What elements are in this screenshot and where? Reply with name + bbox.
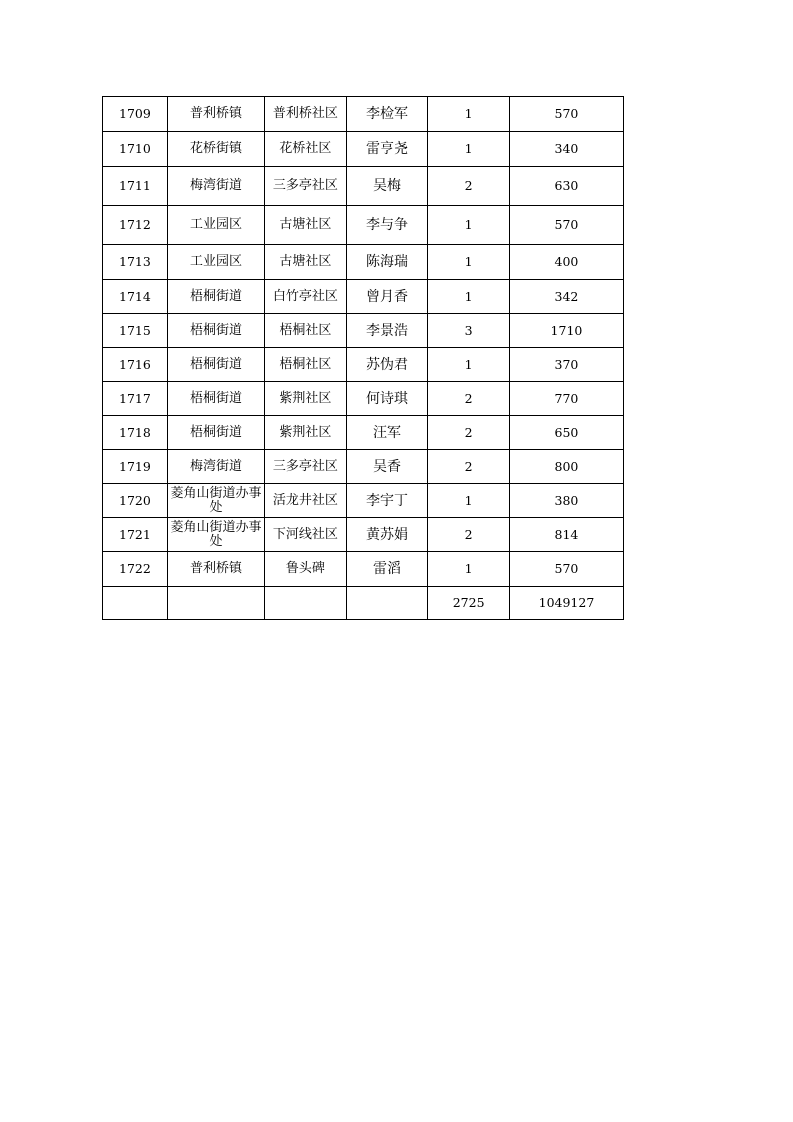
cell-id: 1709 xyxy=(103,97,168,132)
cell-amount: 814 xyxy=(509,518,623,552)
cell-id: 1718 xyxy=(103,416,168,450)
cell-town: 工业园区 xyxy=(167,206,264,245)
cell-count: 2 xyxy=(428,450,510,484)
cell-total-id xyxy=(103,587,168,620)
cell-community: 紫荆社区 xyxy=(265,416,347,450)
cell-id: 1715 xyxy=(103,314,168,348)
cell-count: 2 xyxy=(428,382,510,416)
cell-town: 花桥街镇 xyxy=(167,132,264,167)
cell-count: 1 xyxy=(428,206,510,245)
cell-id: 1711 xyxy=(103,167,168,206)
cell-id: 1720 xyxy=(103,484,168,518)
cell-community: 梧桐社区 xyxy=(265,348,347,382)
cell-name: 李宇丁 xyxy=(346,484,428,518)
table-row xyxy=(103,132,624,167)
cell-town: 工业园区 xyxy=(167,245,264,280)
table-row xyxy=(103,484,624,518)
table-row xyxy=(103,280,624,314)
cell-count: 2 xyxy=(428,518,510,552)
cell-community: 普利桥社区 xyxy=(265,97,347,132)
cell-count: 1 xyxy=(428,348,510,382)
cell-id: 1713 xyxy=(103,245,168,280)
table-row xyxy=(103,167,624,206)
cell-town: 梅湾街道 xyxy=(167,450,264,484)
cell-count: 1 xyxy=(428,97,510,132)
cell-name: 何诗琪 xyxy=(346,382,428,416)
cell-town: 梧桐街道 xyxy=(167,382,264,416)
cell-town: 普利桥镇 xyxy=(167,97,264,132)
cell-name: 吴香 xyxy=(346,450,428,484)
cell-community: 古塘社区 xyxy=(265,245,347,280)
cell-amount: 1710 xyxy=(509,314,623,348)
table-row xyxy=(103,97,624,132)
cell-id: 1719 xyxy=(103,450,168,484)
cell-id: 1721 xyxy=(103,518,168,552)
table-row xyxy=(103,450,624,484)
cell-town: 梧桐街道 xyxy=(167,416,264,450)
cell-community: 古塘社区 xyxy=(265,206,347,245)
cell-name: 苏伪君 xyxy=(346,348,428,382)
cell-id: 1714 xyxy=(103,280,168,314)
cell-name: 李景浩 xyxy=(346,314,428,348)
cell-name: 雷滔 xyxy=(346,552,428,587)
cell-town: 菱角山街道办事处 xyxy=(167,518,264,552)
cell-amount: 630 xyxy=(509,167,623,206)
cell-community: 白竹亭社区 xyxy=(265,280,347,314)
cell-name: 黄苏娟 xyxy=(346,518,428,552)
cell-id: 1716 xyxy=(103,348,168,382)
cell-amount: 380 xyxy=(509,484,623,518)
cell-name: 李与争 xyxy=(346,206,428,245)
cell-amount: 770 xyxy=(509,382,623,416)
cell-id: 1717 xyxy=(103,382,168,416)
cell-count: 2 xyxy=(428,167,510,206)
cell-total-town xyxy=(167,587,264,620)
cell-community: 鲁头碑 xyxy=(265,552,347,587)
cell-id: 1722 xyxy=(103,552,168,587)
cell-total-community xyxy=(265,587,347,620)
cell-count: 1 xyxy=(428,484,510,518)
cell-amount: 400 xyxy=(509,245,623,280)
cell-community: 花桥社区 xyxy=(265,132,347,167)
cell-amount: 800 xyxy=(509,450,623,484)
cell-count: 1 xyxy=(428,280,510,314)
cell-community: 三多亭社区 xyxy=(265,450,347,484)
cell-id: 1710 xyxy=(103,132,168,167)
cell-town: 普利桥镇 xyxy=(167,552,264,587)
cell-amount: 340 xyxy=(509,132,623,167)
table-row xyxy=(103,206,624,245)
cell-town: 梅湾街道 xyxy=(167,167,264,206)
cell-count: 1 xyxy=(428,245,510,280)
cell-community: 活龙井社区 xyxy=(265,484,347,518)
cell-community: 三多亭社区 xyxy=(265,167,347,206)
table-row xyxy=(103,552,624,587)
data-table xyxy=(102,96,624,620)
cell-town: 梧桐街道 xyxy=(167,348,264,382)
cell-name: 李检军 xyxy=(346,97,428,132)
cell-town: 梧桐街道 xyxy=(167,280,264,314)
cell-id: 1712 xyxy=(103,206,168,245)
cell-count: 1 xyxy=(428,552,510,587)
cell-total-amount: 1049127 xyxy=(509,587,623,620)
cell-name: 陈海瑞 xyxy=(346,245,428,280)
cell-name: 曾月香 xyxy=(346,280,428,314)
table-row xyxy=(103,348,624,382)
cell-community: 紫荆社区 xyxy=(265,382,347,416)
cell-count: 1 xyxy=(428,132,510,167)
cell-count: 3 xyxy=(428,314,510,348)
cell-count: 2 xyxy=(428,416,510,450)
table-row xyxy=(103,382,624,416)
cell-amount: 370 xyxy=(509,348,623,382)
cell-total-name xyxy=(346,587,428,620)
cell-community: 下河线社区 xyxy=(265,518,347,552)
total-row xyxy=(103,587,624,620)
cell-amount: 570 xyxy=(509,206,623,245)
table-row xyxy=(103,416,624,450)
table-row xyxy=(103,245,624,280)
cell-name: 雷亨尧 xyxy=(346,132,428,167)
cell-amount: 650 xyxy=(509,416,623,450)
cell-amount: 570 xyxy=(509,552,623,587)
cell-name: 吴梅 xyxy=(346,167,428,206)
table-row xyxy=(103,314,624,348)
cell-town: 菱角山街道办事处 xyxy=(167,484,264,518)
cell-amount: 342 xyxy=(509,280,623,314)
cell-name: 汪军 xyxy=(346,416,428,450)
table-row xyxy=(103,518,624,552)
cell-amount: 570 xyxy=(509,97,623,132)
cell-community: 梧桐社区 xyxy=(265,314,347,348)
cell-town: 梧桐街道 xyxy=(167,314,264,348)
cell-total-count: 2725 xyxy=(428,587,510,620)
